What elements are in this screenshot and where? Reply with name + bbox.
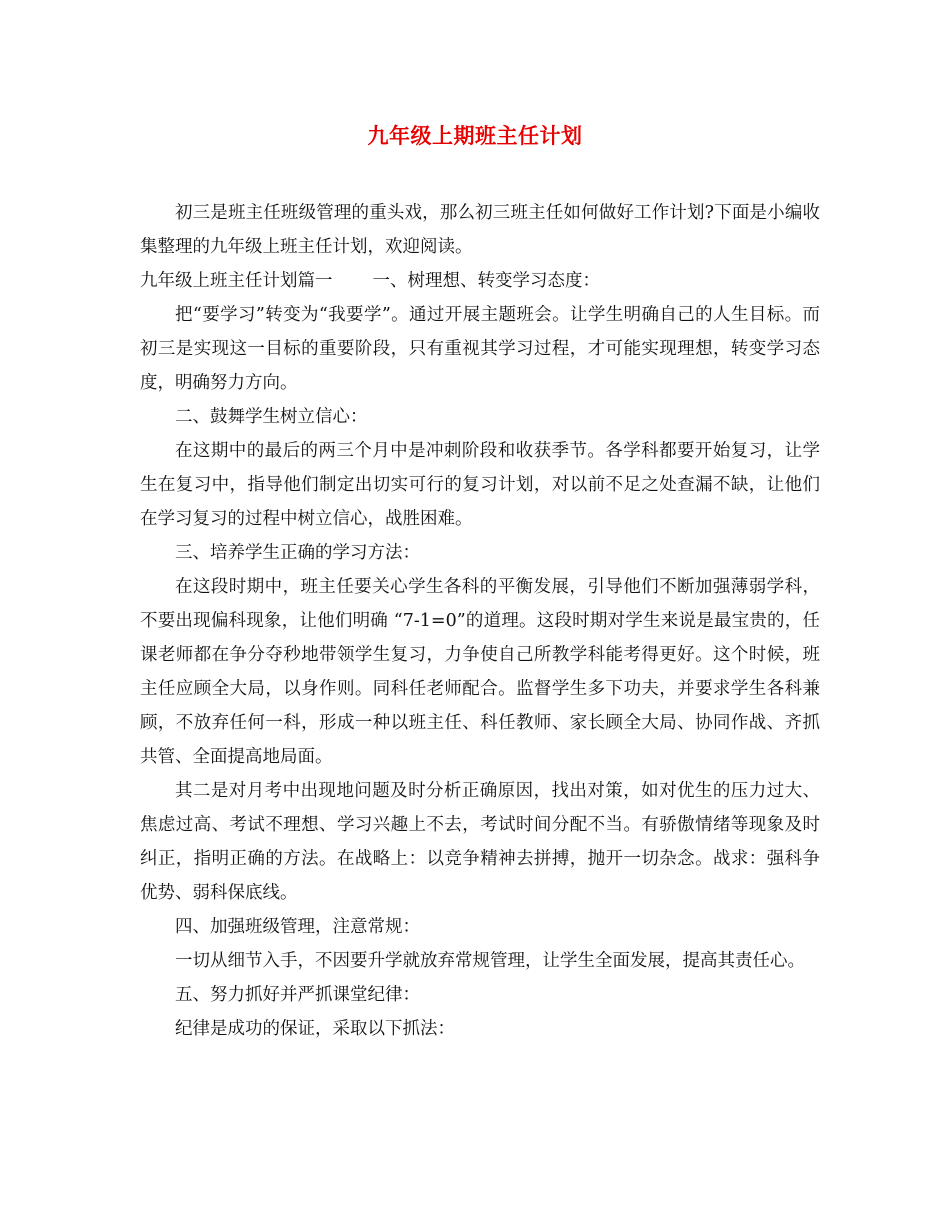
- paragraph-5: 一切从细节入手，不因要升学就放弃常规管理，让学生全面发展，提高其责任心。: [175, 951, 805, 971]
- paragraph-3: 在这段时期中，班主任要关心学生各科的平衡发展，引导他们不断加强薄弱学科，不要出现偏科现象，让他们明确 “7-1=0”的道理。这段时期对学生来说是最宝贵的，任课老师都在争分夺秒地带领学生复习，力争使自己所教学科能考得更好。这个时候，班主任应顾全大局，以身作则。同科任老师配合。监督学生多下功夫，并要求学生各科兼顾，不放弃任何一科，形成一种以班主任、科任教师、家长顾全大局、协同作战、齐抓共管、全面提高地局面。: [140, 577, 820, 767]
- intro-paragraph: 初三是班主任班级管理的重头戏，那么初三班主任如何做好工作计划?下面是小编收集整理的九年级上班主任计划，欢迎阅读。: [140, 203, 820, 257]
- paragraph-6: 纪律是成功的保证，采取以下抓法：: [175, 1019, 455, 1039]
- section-line: [140, 264, 820, 298]
- paragraph-4: 其二是对月考中出现地问题及时分析正确原因，找出对策，如对优生的压力过大、焦虑过高、考试不理想、学习兴趣上不去，考试时间分配不当。有骄傲情绪等现象及时纠正，指明正确的方法。在战略上：以竞争精神去拼搏，抛开一切杂念。战求：强科争优势、弱科保底线。: [140, 781, 820, 903]
- heading-1: 一、树理想、转变学习态度：: [372, 271, 600, 291]
- heading-4: 四、加强班级管理，注意常规：: [175, 917, 420, 937]
- heading-2: 二、鼓舞学生树立信心：: [175, 407, 368, 427]
- paragraph-2: 在这期中的最后的两三个月中是冲刺阶段和收获季节。各学科都要开始复习，让学生在复习中，指导他们制定出切实可行的复习计划，对以前不足之处查漏不缺，让他们在学习复习的过程中树立信心，战胜困难。: [140, 441, 820, 529]
- document-title: 九年级上期班主任计划: [367, 123, 583, 148]
- paragraph-1: 把“要学习”转变为“我要学”。通过开展主题班会。让学生明确自己的人生目标。而初三是实现这一目标的重要阶段，只有重视其学习过程，才可能实现理想，转变学习态度，明确努力方向。: [140, 305, 820, 393]
- document-body: [140, 196, 820, 1046]
- heading-5: 五、努力抓好并严抓课堂纪律：: [175, 985, 420, 1005]
- heading-3: 三、培养学生正确的学习方法：: [175, 543, 420, 563]
- section-label: 九年级上班主任计划篇一: [140, 271, 333, 291]
